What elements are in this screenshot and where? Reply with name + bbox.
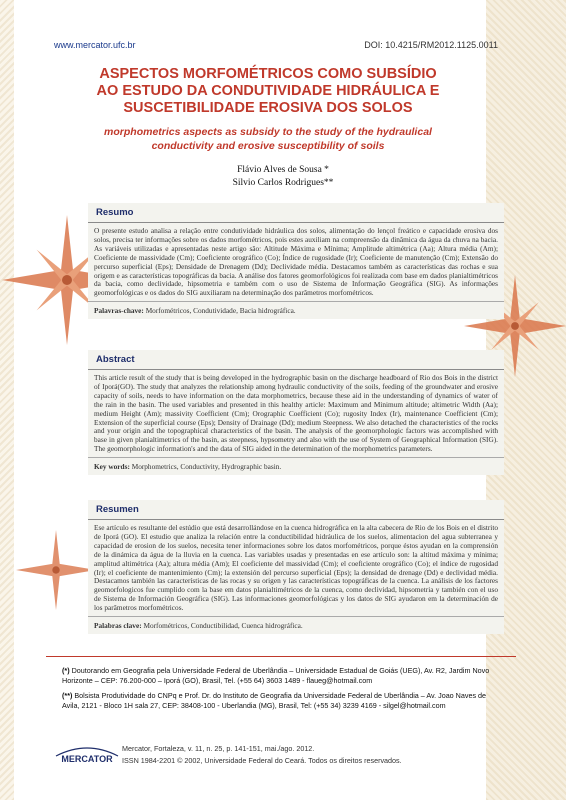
- title-line: conductivity and erosive susceptibility of soils: [151, 140, 385, 152]
- keywords-label: Palabras clave:: [94, 621, 142, 631]
- footnote-1: [62, 666, 502, 685]
- issn-text: ISSN 1984-2201 © 2002, Universidade Federal do Ceará. Todos os direitos reservados.: [122, 756, 402, 765]
- footnote-2: [62, 691, 502, 710]
- resumen-section: [88, 500, 504, 634]
- abstract-text: This article result of the study that is being developed in the hydrographic basin on the discharge headboard of Rio dos Bois in the district of Iporá(GO). The study that analyzes the relationship among hydraulic conductivity of the soils, feeding of the groundwater and erosive capacity of soils, needs to have information on the data morphometrics, because these aid in the understanding of dynamics of water of the rain in the basin. The used variables and presented in this healthy article: Maximum and Minimum altitude; altimetric Width (Aa); medium Height (Am); massivity Coefficient (Cm); Orographic Coefficient (Co); rugosity Index (Ir), maintenance Coefficient (Cm); Extension of the superficial course (Eps); Density of Drainage (Dd); medium Steepness. We also detached the characteristics of the rocks and your origin and the topographical characteristics of the basin. The analysis of the geomorphologic factors was accomplished with base in given planialtimetrics of the basin, as steepness, hypsometry and also with the use of System of Geographical Information (SIG). The geomorphologic information's and the data of SIG aided in the determination of the morphometrics parameters.: [94, 373, 498, 454]
- footnotes: [62, 666, 502, 716]
- resumo-heading: Resumo: [88, 203, 504, 223]
- abstract-heading: Abstract: [88, 350, 504, 370]
- citation-text: Mercator, Fortaleza, v. 11, n. 25, p. 141-151, mai./ago. 2012.: [122, 744, 315, 753]
- title-line: AO ESTUDO DA CONDUTIVIDADE HIDRÁULICA E: [96, 83, 440, 99]
- footnote-text: Doutorando em Geografia pela Universidade Federal de Uberlândia – Universidade Estadual de Goiás (UEG), Av. R2, Jardim Novo Horizonte – CEP: 76.200-000 – Iporá (GO), Brasil, Tel. (+55 64) 3603 1489 - flaueg@hotmail.com: [62, 666, 490, 685]
- resumo-section: [88, 203, 504, 319]
- doi-text: DOI: 10.4215/RM2012.1125.0011: [364, 40, 498, 50]
- resumen-keywords: [88, 616, 504, 634]
- resumo-text: O presente estudo analisa a relação entre condutividade hidráulica dos solos, alimentação do lençol freático e capacidade erosiva dos solos, precisa ter informações sobre os dados morfométricos, pois estes auxiliam na compreensão da dinâmica da água da chuva na bacia. As variáveis utilizadas e apresentadas neste artigo são: Altitude Máxima e Mínima; Amplitude altimétrica (Aa); Altura média (Am); Coeficiente de massividade (Cm); Coeficiente orográfico (Co); Índice de rugosidade (Ir); Coeficiente de manutenção (Cm); Extensão do percurso superficial (Eps); Densidade de Drenagem (Dd); Declividade média. Destacamos também as características das rochas e sua origem e as características topográficas da bacia. A análise dos fatores geomorfológicos foi realizada com base em dados planialtimétricos da bacia, como declividade, hipsometria e também com o uso de Sistema de Informação Geográfica (SIG). As informações geomorfológicas e os dados do SIG auxiliaram na determinação dos parâmetros morfométricos.: [94, 226, 498, 298]
- keywords-label: Key words:: [94, 462, 130, 472]
- resumen-text: Ese artículo es resultante del estúdio que está desarrollándose en la cuenca hidrográfica en la alta cabecera de Rio de los Bois en el distrito de Iporá (GO). El estudio que analiza la relación entre la conductibilidad hidráulica de los suelos, alimentacion del agua subterranea y capacidad de erosion de los suelos, necesita tener informaciones sobre los datos morfométricos, porque éstos ayudan en la comprensión de la dinámica da água de la lluvia en la cuenca. Las variables usadas y presentadas en ese artículo son: la altitud máxima y mínima; amplitud altimétrica (Aa); altura média (Am); El coeficiente del massividad (Cm); el coeficiente orográfico (Co); el índice de rugosidad (Ir); el coeficiente de mantenimiento (Cm); la extensión del percurso superficial (Eps); la densidad de drenage (Dd) e declividad média. Destacamos también las características de las rocas y su origen y las características topográficas de la cuenca. La análisis de los factores geomorfologicos fue cumplido com la base em datos planialtimétricos de la cuenca, como declividad, hipsometria y también con el uso de Sistema de Información Geográfica (SIG). Las informaciones geomorfológicas y los datos de SIG ayudaron em la determinación de los parâmetros morfométricos.: [94, 523, 499, 613]
- logo-text: MERCATOR: [61, 754, 113, 764]
- footnote-text: Bolsista Produtividade do CNPq e Prof. Dr. do Instituto de Geografia da Universidade Federal de Uberlândia – Av. Joao Naves de Avila, 2121 - Bloco 1H sala 27, CEP: 38408-100 - Uberlandia (MG), Brasil, Tel: (+55 34) 3239 4169 - silgel@hotmail.com: [62, 691, 487, 710]
- keywords-value: Morfométricos, Condutividade, Bacia hidrográfica.: [145, 306, 296, 316]
- mercator-logo: [54, 740, 120, 768]
- left-texture-strip: [0, 0, 14, 800]
- keywords-value: Morfométricos, Conductibilidad, Cuenca hidrográfica.: [143, 621, 303, 631]
- article-title-portuguese: [70, 66, 466, 117]
- title-line: ASPECTOS MORFOMÉTRICOS COMO SUBSÍDIO: [99, 66, 437, 82]
- title-line: SUSCETIBILIDADE EROSIVA DOS SOLOS: [123, 100, 413, 116]
- resumen-heading: Resumen: [88, 500, 504, 520]
- compass-star-icon: [16, 530, 96, 610]
- publication-info: [122, 743, 402, 767]
- resumo-keywords: [88, 301, 504, 319]
- author-1: Flávio Alves de Sousa *: [237, 165, 329, 175]
- journal-url-link[interactable]: www.mercator.ufc.br: [54, 40, 136, 50]
- abstract-section: [88, 350, 504, 475]
- footnote-mark: (*): [62, 666, 70, 675]
- footnote-divider: [46, 656, 516, 657]
- footnote-mark: (**): [62, 691, 73, 701]
- keywords-label: Palavras-chave:: [94, 306, 144, 316]
- article-title-english: [70, 125, 466, 153]
- keywords-value: Morphometrics, Conductivity, Hydrographic basin.: [131, 462, 282, 472]
- abstract-keywords: [88, 457, 504, 475]
- author-2: Silvio Carlos Rodrigues**: [232, 178, 334, 188]
- title-line: morphometrics aspects as subsidy to the study of the hydraulical: [104, 126, 432, 138]
